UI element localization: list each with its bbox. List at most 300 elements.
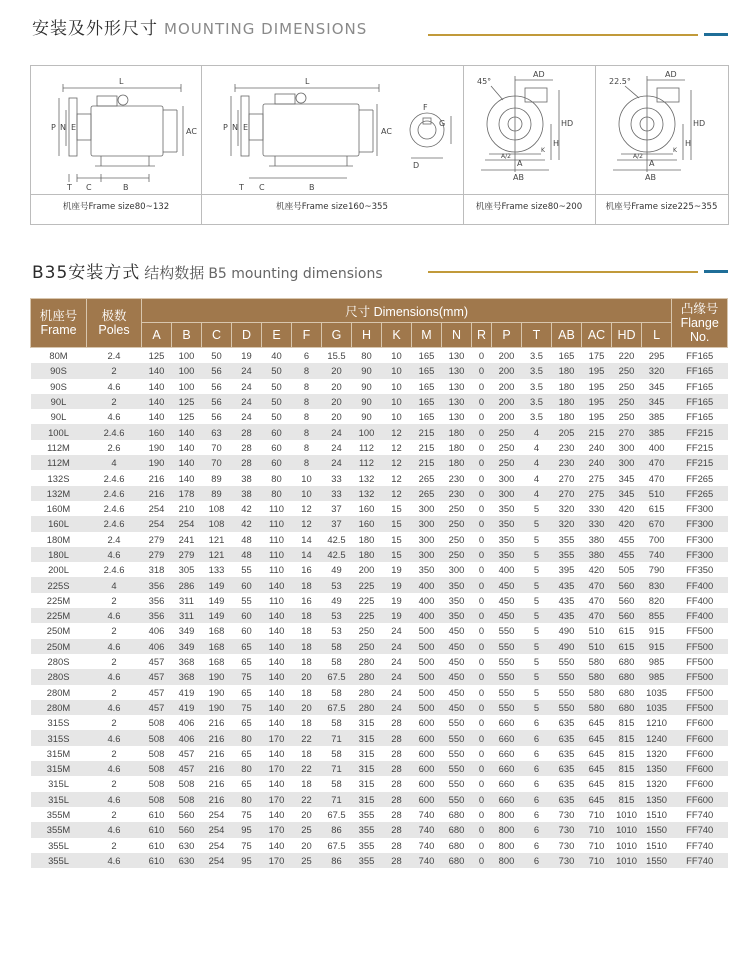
table-cell: 740 <box>412 822 442 837</box>
table-cell: 15 <box>382 547 412 562</box>
table-cell: 500 <box>412 623 442 638</box>
column-header-e: E <box>262 323 292 348</box>
column-header-h: H <box>352 323 382 348</box>
table-cell: 315 <box>352 792 382 807</box>
table-cell: 2 <box>87 746 142 761</box>
table-cell: 490 <box>552 623 582 638</box>
table-cell: 505 <box>612 562 642 577</box>
table-cell: 140 <box>172 424 202 439</box>
table-cell: 330 <box>582 501 612 516</box>
table-cell: FF350 <box>672 562 728 577</box>
table-cell: 160M <box>31 501 87 516</box>
table-cell: 0 <box>472 639 492 654</box>
table-cell: 330 <box>582 516 612 531</box>
table-cell: 368 <box>172 669 202 684</box>
table-cell: 165 <box>412 394 442 409</box>
table-cell: 125 <box>172 394 202 409</box>
table-cell: 22 <box>292 792 322 807</box>
diagram-front-large <box>595 66 728 224</box>
table-cell: 645 <box>582 730 612 745</box>
table-cell: 550 <box>492 669 522 684</box>
table-cell: 600 <box>412 761 442 776</box>
svg-text:H: H <box>553 139 560 148</box>
table-cell: 680 <box>612 685 642 700</box>
table-cell: 225S <box>31 577 87 592</box>
table-cell: 70 <box>202 455 232 470</box>
table-cell: 280S <box>31 669 87 684</box>
svg-text:P: P <box>223 123 228 132</box>
table-cell: 75 <box>232 669 262 684</box>
table-cell: 2 <box>87 807 142 822</box>
table-cell: 215 <box>412 424 442 439</box>
table-cell: 5 <box>522 685 552 700</box>
table-cell: 12 <box>292 516 322 531</box>
table-cell: 5 <box>522 577 552 592</box>
table-cell: 279 <box>142 547 172 562</box>
table-cell: 1010 <box>612 807 642 822</box>
table-cell: 140 <box>262 685 292 700</box>
table-cell: 18 <box>292 715 322 730</box>
column-header-b: B <box>172 323 202 348</box>
table-cell: 170 <box>262 761 292 776</box>
front-view-small-drawing <box>463 66 595 194</box>
table-cell: 71 <box>322 761 352 776</box>
table-cell: 710 <box>582 853 612 868</box>
table-cell: 49 <box>322 593 352 608</box>
table-row <box>31 838 728 853</box>
table-cell: 67.5 <box>322 700 352 715</box>
table-cell: 2 <box>87 394 142 409</box>
table-cell: 170 <box>262 730 292 745</box>
table-cell: 2 <box>87 838 142 853</box>
table-row <box>31 669 728 684</box>
table-cell: 560 <box>612 577 642 592</box>
svg-text:G: G <box>439 119 446 128</box>
table-cell: 0 <box>472 623 492 638</box>
svg-text:HD: HD <box>561 119 574 128</box>
table-cell: 100 <box>172 379 202 394</box>
table-cell: 815 <box>612 746 642 761</box>
table-cell: 50 <box>202 348 232 364</box>
table-cell: 265 <box>412 486 442 501</box>
table-cell: 175 <box>582 348 612 364</box>
table-cell: 140 <box>262 577 292 592</box>
table-cell: 508 <box>172 776 202 791</box>
table-cell: FF600 <box>672 761 728 776</box>
table-cell: 279 <box>172 547 202 562</box>
table-cell: 90 <box>352 409 382 424</box>
table-cell: 10 <box>382 409 412 424</box>
table-cell: FF300 <box>672 547 728 562</box>
table-row <box>31 822 728 837</box>
table-cell: 230 <box>442 470 472 485</box>
table-cell: 10 <box>292 470 322 485</box>
table-cell: FF600 <box>672 776 728 791</box>
table-cell: 4.6 <box>87 822 142 837</box>
table-cell: 20 <box>292 807 322 822</box>
table-cell: 3.5 <box>522 409 552 424</box>
table-cell: 1010 <box>612 822 642 837</box>
table-cell: 132 <box>352 470 382 485</box>
table-cell: 2.4 <box>87 532 142 547</box>
table-row <box>31 715 728 730</box>
table-cell: 90 <box>352 394 382 409</box>
table-cell: 90L <box>31 394 87 409</box>
table-cell: 815 <box>612 792 642 807</box>
mounting-dimensions-heading <box>32 14 367 39</box>
table-cell: 280 <box>352 669 382 684</box>
table-cell: 48 <box>232 532 262 547</box>
table-cell: 349 <box>172 623 202 638</box>
table-cell: 53 <box>322 577 352 592</box>
table-cell: 550 <box>442 776 472 791</box>
table-cell: 380 <box>582 532 612 547</box>
table-cell: 680 <box>442 822 472 837</box>
table-cell: 550 <box>552 700 582 715</box>
table-cell: 100L <box>31 424 87 439</box>
table-cell: 815 <box>612 715 642 730</box>
table-cell: 24 <box>322 424 352 439</box>
table-cell: 670 <box>642 516 672 531</box>
table-cell: 5 <box>522 700 552 715</box>
table-cell: 25 <box>292 822 322 837</box>
table-cell: 168 <box>202 639 232 654</box>
table-cell: 18 <box>292 623 322 638</box>
table-cell: 0 <box>472 776 492 791</box>
table-cell: 420 <box>612 501 642 516</box>
table-cell: 1035 <box>642 700 672 715</box>
table-cell: 225 <box>352 593 382 608</box>
table-cell: 5 <box>522 501 552 516</box>
table-cell: 457 <box>142 654 172 669</box>
table-cell: 168 <box>202 623 232 638</box>
table-cell: 140 <box>172 455 202 470</box>
table-cell: 100 <box>172 348 202 364</box>
table-cell: 710 <box>582 838 612 853</box>
table-cell: 0 <box>472 838 492 853</box>
table-cell: 65 <box>232 685 262 700</box>
table-cell: 815 <box>612 761 642 776</box>
table-row <box>31 424 728 439</box>
table-cell: 18 <box>292 608 322 623</box>
table-cell: 355 <box>352 853 382 868</box>
table-cell: 610 <box>142 807 172 822</box>
table-cell: 4.6 <box>87 853 142 868</box>
table-cell: 800 <box>492 853 522 868</box>
table-cell: 0 <box>472 853 492 868</box>
table-cell: 457 <box>172 746 202 761</box>
table-cell: 2.4.6 <box>87 501 142 516</box>
table-cell: 4.6 <box>87 547 142 562</box>
table-cell: 4.6 <box>87 409 142 424</box>
table-cell: 2 <box>87 593 142 608</box>
table-cell: 24 <box>382 639 412 654</box>
table-cell: 254 <box>142 501 172 516</box>
table-cell: 90 <box>352 363 382 378</box>
table-cell: 6 <box>522 822 552 837</box>
column-header-d: D <box>232 323 262 348</box>
table-cell: 5 <box>522 669 552 684</box>
table-cell: 450 <box>492 608 522 623</box>
table-cell: 140 <box>262 715 292 730</box>
table-cell: 0 <box>472 363 492 378</box>
table-cell: 112M <box>31 455 87 470</box>
diagram-caption: 机座号Frame size160~355 <box>276 202 388 212</box>
svg-text:22.5°: 22.5° <box>609 77 631 86</box>
table-cell: 3.5 <box>522 379 552 394</box>
table-cell: 4.6 <box>87 379 142 394</box>
table-cell: 19 <box>232 348 262 364</box>
table-cell: 580 <box>582 700 612 715</box>
table-cell: 195 <box>582 409 612 424</box>
table-cell: 58 <box>322 639 352 654</box>
table-cell: 1320 <box>642 746 672 761</box>
frame-header: 机座号 Frame <box>31 299 87 348</box>
table-cell: 28 <box>382 822 412 837</box>
table-cell: 250 <box>612 363 642 378</box>
table-cell: 730 <box>552 853 582 868</box>
table-cell: 6 <box>292 348 322 364</box>
table-cell: 435 <box>552 608 582 623</box>
table-cell: 550 <box>442 730 472 745</box>
table-cell: 660 <box>492 730 522 745</box>
table-cell: 18 <box>292 639 322 654</box>
table-cell: 355M <box>31 822 87 837</box>
table-cell: 550 <box>552 654 582 669</box>
table-cell: 140 <box>262 776 292 791</box>
table-cell: 140 <box>262 669 292 684</box>
table-cell: 270 <box>612 424 642 439</box>
table-cell: 67.5 <box>322 669 352 684</box>
table-cell: 580 <box>582 685 612 700</box>
svg-text:E: E <box>71 123 77 132</box>
table-cell: 180 <box>442 455 472 470</box>
table-cell: 355 <box>352 807 382 822</box>
table-cell: 630 <box>172 838 202 853</box>
table-cell: 560 <box>612 608 642 623</box>
table-cell: 53 <box>322 623 352 638</box>
table-row <box>31 623 728 638</box>
table-cell: FF265 <box>672 470 728 485</box>
diagram-caption: 机座号Frame size80~200 <box>475 202 583 212</box>
table-cell: 660 <box>492 792 522 807</box>
side-view-large-drawing <box>201 66 463 194</box>
table-cell: 2 <box>87 654 142 669</box>
table-cell: 200 <box>352 562 382 577</box>
heading-cn2: 结构数据 <box>144 264 205 282</box>
table-cell: 4 <box>87 455 142 470</box>
table-cell: 350 <box>492 547 522 562</box>
table-cell: 508 <box>142 792 172 807</box>
table-cell: 600 <box>412 776 442 791</box>
table-cell: 0 <box>472 761 492 776</box>
table-cell: 580 <box>582 669 612 684</box>
table-cell: 24 <box>382 654 412 669</box>
table-cell: 75 <box>232 700 262 715</box>
table-cell: 60 <box>262 424 292 439</box>
table-cell: 165 <box>412 348 442 364</box>
table-cell: 250 <box>492 440 522 455</box>
table-cell: 60 <box>262 455 292 470</box>
table-cell: 1350 <box>642 761 672 776</box>
column-header-g: G <box>322 323 352 348</box>
table-cell: 645 <box>582 746 612 761</box>
table-cell: 90L <box>31 409 87 424</box>
table-cell: 345 <box>612 486 642 501</box>
table-cell: 1240 <box>642 730 672 745</box>
table-cell: 2.4.6 <box>87 424 142 439</box>
table-row <box>31 761 728 776</box>
table-cell: 815 <box>612 730 642 745</box>
svg-text:B: B <box>123 183 129 192</box>
table-cell: 58 <box>322 654 352 669</box>
table-cell: 2 <box>87 363 142 378</box>
table-cell: 180 <box>352 532 382 547</box>
table-cell: 355 <box>352 822 382 837</box>
column-header-p: P <box>492 323 522 348</box>
table-cell: 3.5 <box>522 394 552 409</box>
table-cell: FF500 <box>672 623 728 638</box>
table-cell: 710 <box>582 822 612 837</box>
table-cell: 508 <box>142 715 172 730</box>
dimensions-header: 尺寸 Dimensions(mm) <box>142 299 672 323</box>
table-cell: 4 <box>522 486 552 501</box>
table-cell: 140 <box>142 363 172 378</box>
table-cell: 1010 <box>612 838 642 853</box>
table-cell: 112M <box>31 440 87 455</box>
table-cell: 250 <box>442 547 472 562</box>
table-cell: 730 <box>552 838 582 853</box>
table-cell: 1510 <box>642 807 672 822</box>
table-cell: 108 <box>202 501 232 516</box>
table-cell: 230 <box>552 440 582 455</box>
table-row <box>31 654 728 669</box>
table-cell: 254 <box>202 807 232 822</box>
table-cell: 28 <box>232 440 262 455</box>
table-cell: 560 <box>172 822 202 837</box>
table-cell: 915 <box>642 623 672 638</box>
table-cell: 406 <box>142 639 172 654</box>
table-row <box>31 562 728 577</box>
table-cell: 315S <box>31 715 87 730</box>
table-cell: 450 <box>442 639 472 654</box>
table-row <box>31 593 728 608</box>
table-cell: 65 <box>232 746 262 761</box>
table-cell: 190 <box>202 700 232 715</box>
table-cell: 730 <box>552 807 582 822</box>
table-cell: 149 <box>202 593 232 608</box>
table-cell: 350 <box>492 501 522 516</box>
table-cell: 985 <box>642 669 672 684</box>
table-cell: 790 <box>642 562 672 577</box>
table-cell: 0 <box>472 501 492 516</box>
table-cell: 0 <box>472 608 492 623</box>
table-cell: 24 <box>322 455 352 470</box>
table-cell: 660 <box>492 715 522 730</box>
heading-cn: 安装及外形尺寸 <box>32 19 158 39</box>
table-cell: 58 <box>322 776 352 791</box>
table-cell: 318 <box>142 562 172 577</box>
table-cell: 0 <box>472 547 492 562</box>
table-cell: 8 <box>292 424 322 439</box>
table-cell: 132 <box>352 486 382 501</box>
table-cell: 610 <box>142 838 172 853</box>
table-cell: 356 <box>142 608 172 623</box>
table-cell: 250M <box>31 623 87 638</box>
table-cell: 295 <box>642 348 672 364</box>
table-row <box>31 470 728 485</box>
table-cell: 580 <box>582 654 612 669</box>
table-cell: 195 <box>582 379 612 394</box>
table-row <box>31 547 728 562</box>
table-row <box>31 501 728 516</box>
table-cell: 510 <box>582 623 612 638</box>
table-cell: 80 <box>232 761 262 776</box>
table-cell: 500 <box>412 669 442 684</box>
table-cell: 6 <box>522 776 552 791</box>
svg-text:N: N <box>232 123 238 132</box>
table-cell: 180 <box>352 547 382 562</box>
svg-text:F: F <box>423 103 428 112</box>
table-cell: 170 <box>262 822 292 837</box>
table-cell: 24 <box>232 363 262 378</box>
column-header-ab: AB <box>552 323 582 348</box>
flange-header: 凸缘号 Flange No. <box>672 299 728 348</box>
table-cell: 470 <box>582 608 612 623</box>
svg-text:AD: AD <box>665 70 677 79</box>
table-cell: 50 <box>262 409 292 424</box>
table-cell: 350 <box>442 593 472 608</box>
table-cell: 24 <box>322 440 352 455</box>
table-cell: 10 <box>382 363 412 378</box>
table-cell: 28 <box>382 838 412 853</box>
table-cell: 311 <box>172 593 202 608</box>
table-cell: 635 <box>552 792 582 807</box>
table-cell: 58 <box>322 746 352 761</box>
table-cell: 65 <box>232 776 262 791</box>
table-cell: 56 <box>202 363 232 378</box>
svg-text:B: B <box>309 183 315 192</box>
table-cell: 356 <box>142 593 172 608</box>
table-cell: 130 <box>442 379 472 394</box>
table-cell: 356 <box>142 577 172 592</box>
table-cell: 406 <box>172 730 202 745</box>
table-cell: 800 <box>492 822 522 837</box>
table-cell: 80 <box>262 486 292 501</box>
table-cell: 15.5 <box>322 348 352 364</box>
table-cell: 50 <box>262 363 292 378</box>
table-cell: 1550 <box>642 853 672 868</box>
table-cell: 16 <box>292 562 322 577</box>
table-cell: 190 <box>142 440 172 455</box>
table-cell: 0 <box>472 409 492 424</box>
table-cell: 455 <box>612 547 642 562</box>
table-cell: 470 <box>582 577 612 592</box>
table-cell: 0 <box>472 654 492 669</box>
table-cell: 200 <box>492 379 522 394</box>
table-cell: 0 <box>472 470 492 485</box>
table-cell: 680 <box>442 853 472 868</box>
svg-text:A: A <box>517 159 523 168</box>
svg-text:A: A <box>649 159 655 168</box>
table-cell: 24 <box>232 379 262 394</box>
table-cell: 190 <box>202 669 232 684</box>
table-cell: 19 <box>382 608 412 623</box>
table-cell: 6 <box>522 746 552 761</box>
table-cell: 160 <box>352 516 382 531</box>
svg-text:K: K <box>541 147 545 154</box>
table-cell: 368 <box>172 654 202 669</box>
